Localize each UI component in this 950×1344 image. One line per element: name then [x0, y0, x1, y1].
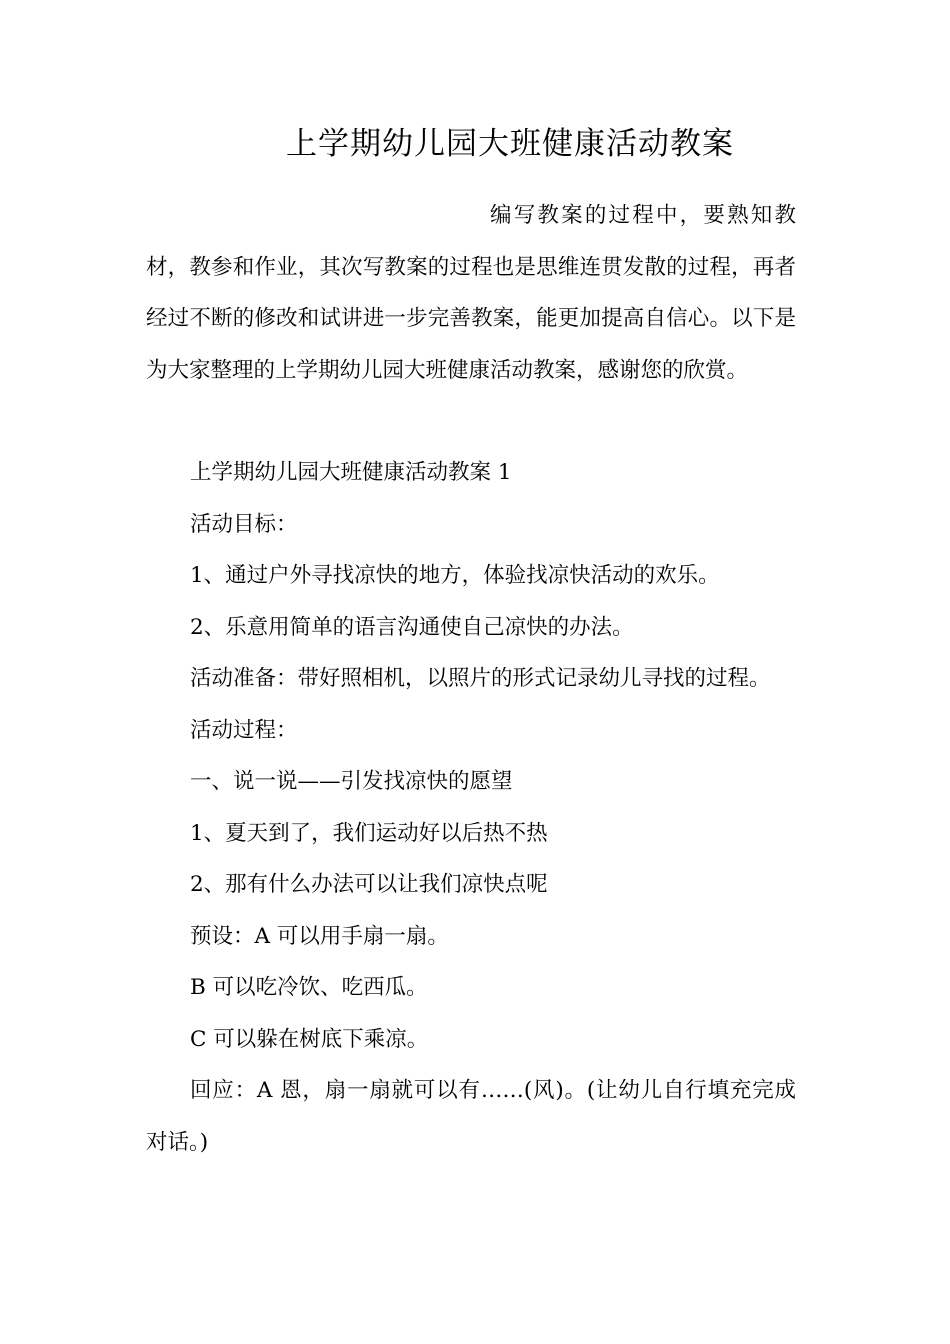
- paragraph-process: 活动过程：: [190, 717, 298, 743]
- paragraph-goal-1: 1、通过户外寻找凉快的地方，体验找凉快活动的欢乐。: [190, 563, 720, 588]
- paragraph-goal-2: 2、乐意用简单的语言沟通使自己凉快的办法。: [190, 614, 634, 640]
- document-title: 上学期幼儿园大班健康活动教案: [286, 126, 734, 162]
- paragraph-step-1: 一、说一说——引发找凉快的愿望: [190, 769, 513, 794]
- paragraph-activity-goals: 活动目标：: [190, 511, 298, 537]
- paragraph-preset-a: 预设：A 可以用手扇一扇。: [190, 923, 449, 949]
- intro-paragraph: 编写教案的过程中，要熟知教材，教参和作业，其次写教案的过程也是思维连贯发散的过程，再者经过不断的修改和试讲进一步完善教案，能更加提高自信心。以下是为大家整理的上学期幼儿园大班健康活动教案，感谢您的欣赏。: [146, 203, 796, 383]
- document-body: [146, 447, 796, 1168]
- paragraph-preset-b: B 可以吃冷饮、吃西瓜。: [190, 975, 428, 1000]
- paragraph-response: 回应：A 恩，扇一扇就可以有……(风)。(让幼儿自行填充完成对话。): [146, 1078, 796, 1155]
- paragraph-question-2: 2、那有什么办法可以让我们凉快点呢: [190, 872, 548, 897]
- section-heading: 上学期幼儿园大班健康活动教案 1: [190, 460, 512, 485]
- paragraph-preset-c: C 可以躲在树底下乘凉。: [190, 1026, 429, 1052]
- paragraph-preparation: 活动准备：带好照相机，以照片的形式记录幼儿寻找的过程。: [190, 666, 771, 691]
- paragraph-question-1: 1、夏天到了，我们运动好以后热不热: [190, 820, 548, 846]
